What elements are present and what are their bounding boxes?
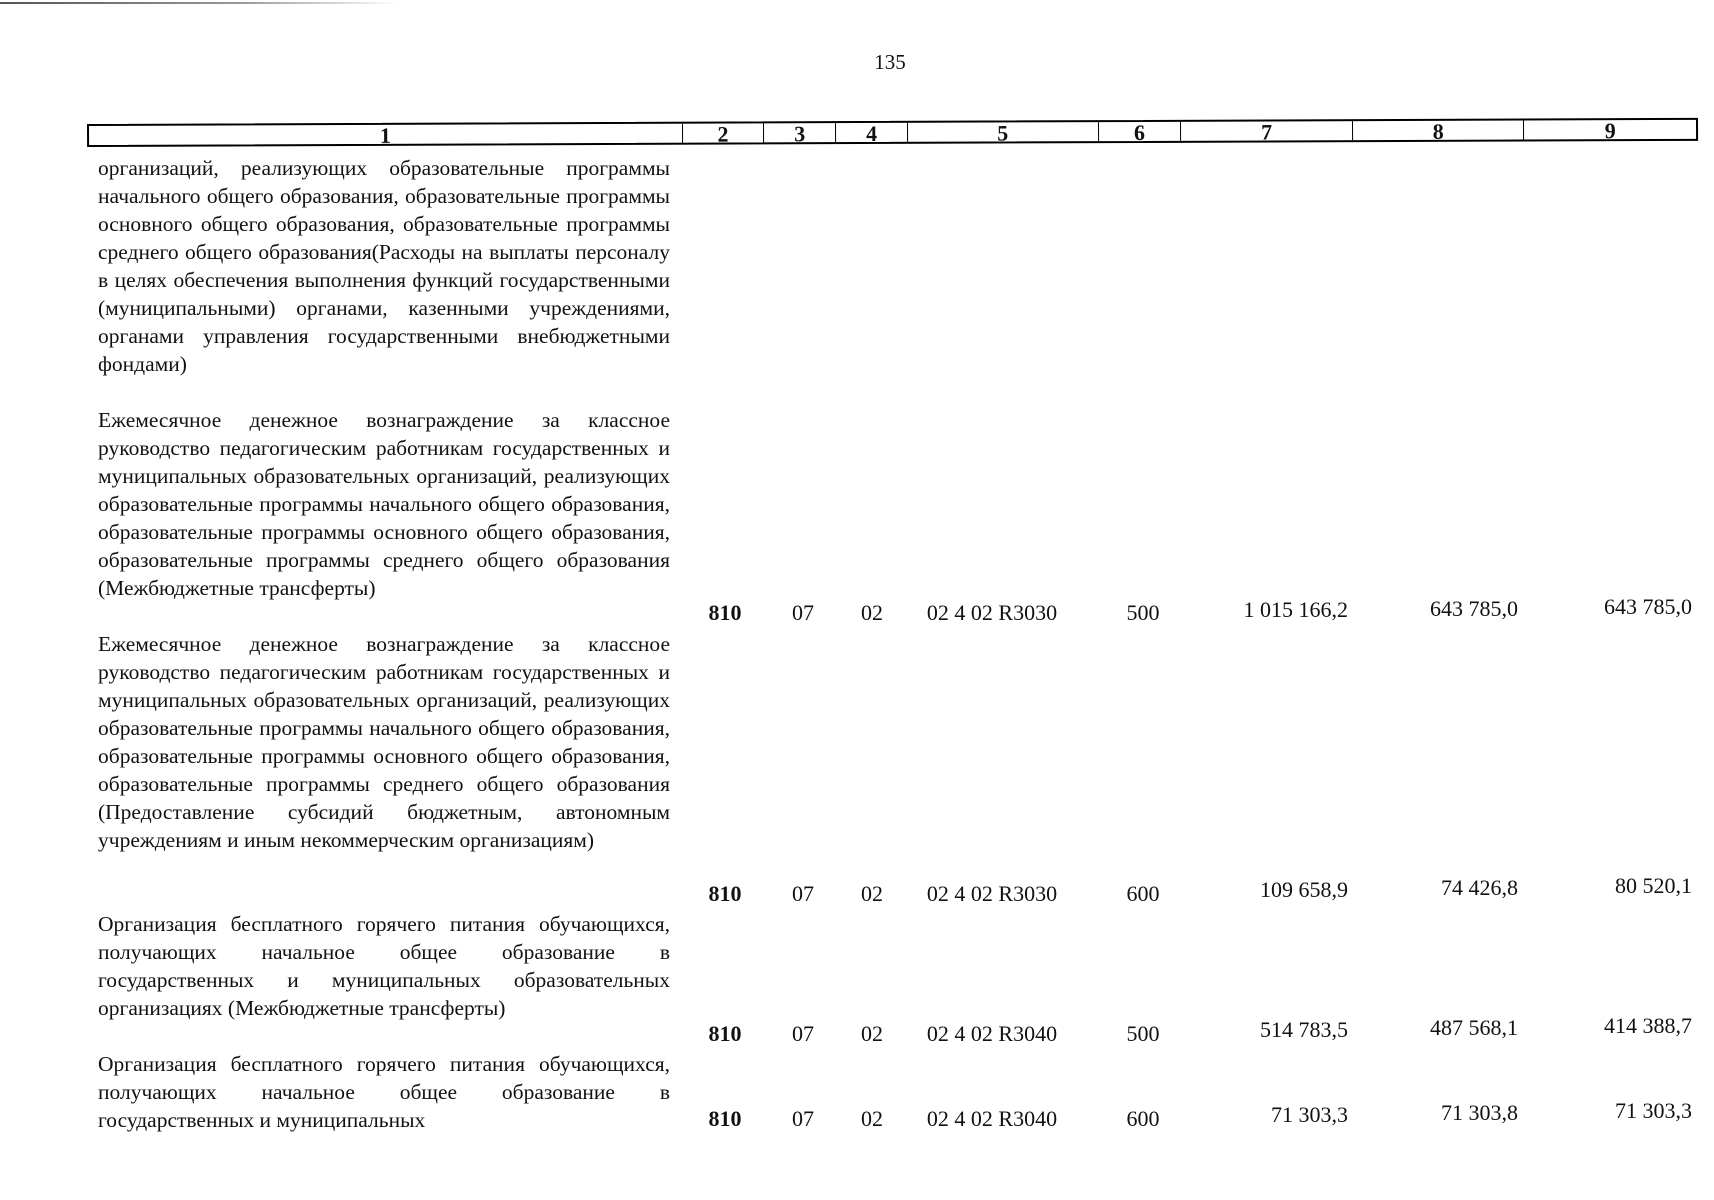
header-col-2: 2 <box>682 123 764 142</box>
row-description: Организация бесплатного горячего питания обучающихся, получающих начальное общее образование в государственных и муниципальных образовательных организациях (Межбюджетные трансферты) <box>98 912 670 1020</box>
cell-amount-1: 109 658,9 <box>1260 877 1348 902</box>
header-col-1: 1 <box>379 122 391 148</box>
header-col-8: 8 <box>1352 120 1524 140</box>
cell-amount-3: 414 388,7 <box>1604 1013 1692 1038</box>
header-col-4: 4 <box>835 123 907 142</box>
cell-expense-type: 500 <box>1126 1021 1160 1046</box>
cell-amount-2: 74 426,8 <box>1441 875 1518 900</box>
table-row <box>0 1013 1714 1049</box>
cell-amount-2: 487 568,1 <box>1430 1015 1518 1040</box>
cell-ministry-code: 810 <box>708 1021 742 1046</box>
row-description: Организация бесплатного горячего питания обучающихся, получающих начальное общее образование в государственных и муниципальных <box>98 1052 670 1132</box>
row-description: Ежемесячное денежное вознаграждение за классное руководство педагогическим работникам государственных и муниципальных образовательных организаций, реализующих образовательные программы начального общего образования, образовательные программы основного общего образования, образовательные программы среднего общего образования (Предоставление субсидий бюджетным, автономным учреждениям и иным некоммерческим организациям) <box>98 632 670 852</box>
cell-target-article: 02 4 02 R3030 <box>926 881 1058 906</box>
table-row <box>0 1098 1714 1134</box>
cell-ministry-code: 810 <box>708 1106 742 1131</box>
cell-amount-3: 71 303,3 <box>1615 1098 1692 1123</box>
cell-target-article: 02 4 02 R3040 <box>926 1021 1058 1046</box>
page-number: 135 <box>874 50 906 74</box>
cell-subsection: 02 <box>861 1106 883 1131</box>
table-header-row <box>87 118 1698 147</box>
scan-edge-line <box>0 2 400 4</box>
table-row <box>0 594 1714 628</box>
header-col-6: 6 <box>1098 122 1181 141</box>
cell-target-article: 02 4 02 R3030 <box>926 600 1058 625</box>
cell-amount-1: 1 015 166,2 <box>1243 597 1348 622</box>
cell-subsection: 02 <box>861 1021 883 1046</box>
cell-target-article: 02 4 02 R3040 <box>926 1106 1058 1131</box>
cell-amount-2: 71 303,8 <box>1441 1100 1518 1125</box>
cell-subsection: 02 <box>861 600 883 625</box>
cell-amount-1: 514 783,5 <box>1260 1017 1348 1042</box>
cell-amount-3: 643 785,0 <box>1604 594 1692 619</box>
table-row <box>0 873 1714 909</box>
cell-section: 07 <box>792 881 814 906</box>
header-col-9: 9 <box>1523 120 1696 140</box>
header-col-3: 3 <box>763 123 835 142</box>
cell-ministry-code: 810 <box>708 600 742 625</box>
header-col-5: 5 <box>907 122 1098 142</box>
row-description: организаций, реализующих образовательные программы начального общего образования, образовательные программы основного общего образования, образовательные программы среднего общего образования(Расходы на выплаты персоналу в целях обеспечения выполнения функций государственными (муниципальными) органами, казенными учреждениями, органами управления государственными внебюджетными фондами) <box>98 156 670 376</box>
cell-amount-1: 71 303,3 <box>1271 1102 1348 1127</box>
cell-subsection: 02 <box>861 881 883 906</box>
cell-amount-2: 643 785,0 <box>1430 596 1518 621</box>
cell-section: 07 <box>792 600 814 625</box>
cell-section: 07 <box>792 1106 814 1131</box>
row-description: Ежемесячное денежное вознаграждение за классное руководство педагогическим работникам государственных и муниципальных образовательных организаций, реализующих образовательные программы начального общего образования, образовательные программы основного общего образования, образовательные программы среднего общего образования (Межбюджетные трансферты) <box>98 408 670 600</box>
cell-expense-type: 600 <box>1126 1106 1160 1131</box>
cell-section: 07 <box>792 1021 814 1046</box>
cell-amount-3: 80 520,1 <box>1615 873 1692 898</box>
cell-expense-type: 600 <box>1126 881 1160 906</box>
cell-ministry-code: 810 <box>708 881 742 906</box>
header-col-7: 7 <box>1180 121 1352 141</box>
cell-expense-type: 500 <box>1126 600 1160 625</box>
